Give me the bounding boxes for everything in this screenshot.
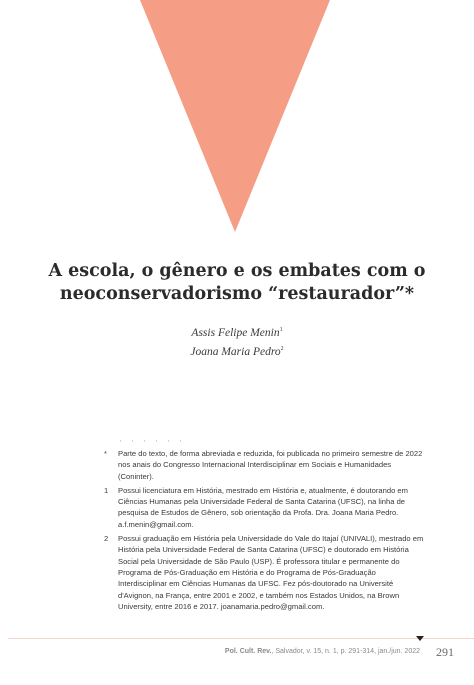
footnote-text: Possui licenciatura em História, mestrado em História e, atualmente, é doutorando em Ciências Humanas pela Universidade Federal de Santa Catarina (UFSC), na linha de pesquisa de Estudos de Gênero, sob orientação da Profa. Dra. Joana Maria Pedro. a.f.menin@gmail.com. (118, 485, 408, 529)
footnote-text: Possui graduação em História pela Universidade do Vale do Itajaí (UNIVALI), mestrado em História pela Universidade Federal de Santa Catarina (UFSC) e doutorado em História Social pela Universidade de São Paulo (USP). É professora titular e permanente do Programa de Pós-Graduação em História e do Programa de Pós-Graduação Interdisciplinar em Ciências Humanas da UFSC. Fez pós-doutorado na Université d'Avignon, na França, entre 2001 e 2002, e também nos Estados Unidos, na Brown University, entre 2016 e 2017. joanamaria.pedro@gmail.com. (118, 534, 424, 611)
triangle-down-icon (416, 636, 424, 641)
footnote (104, 533, 426, 612)
journal-name: Pol. Cult. Rev. (224, 648, 272, 655)
footer-rule (8, 638, 474, 639)
author-footnote-marker: 1 (279, 327, 283, 333)
citation-details: , Salvador, v. 15, n. 1, p. 291-314, jan./jun. 2022 (271, 648, 420, 655)
page-number: 291 (436, 645, 454, 659)
footnote-marker: * (104, 449, 107, 458)
author-2 (0, 341, 474, 360)
triangle-shape (140, 0, 330, 232)
author-list (0, 322, 474, 360)
author-name: Assis Felipe Menin (191, 326, 280, 339)
author-1 (0, 322, 474, 341)
decorative-triangle (0, 0, 474, 240)
footer-citation (225, 648, 420, 655)
footnote (104, 485, 426, 530)
footnote-text: Parte do texto, de forma abreviada e reduzida, foi publicada no primeiro semestre de 2022 nos anais do Congresso Internacional Interdisciplinar em Sociais e Humanidades (Coninter). (118, 449, 423, 481)
footnote-marker: 1 (104, 485, 109, 495)
footnotes (104, 448, 426, 615)
footnote-marker: 2 (104, 534, 109, 544)
title-line-2: neoconservadorismo “restaurador”* (59, 284, 415, 304)
footnote-separator: · · · · · · (118, 437, 185, 446)
author-footnote-marker: 2 (280, 345, 284, 352)
footnote (104, 448, 426, 482)
author-name: Joana Maria Pedro (190, 345, 281, 358)
title-line-1: A escola, o gênero e os embates com o (48, 261, 426, 281)
article-title (40, 260, 434, 306)
